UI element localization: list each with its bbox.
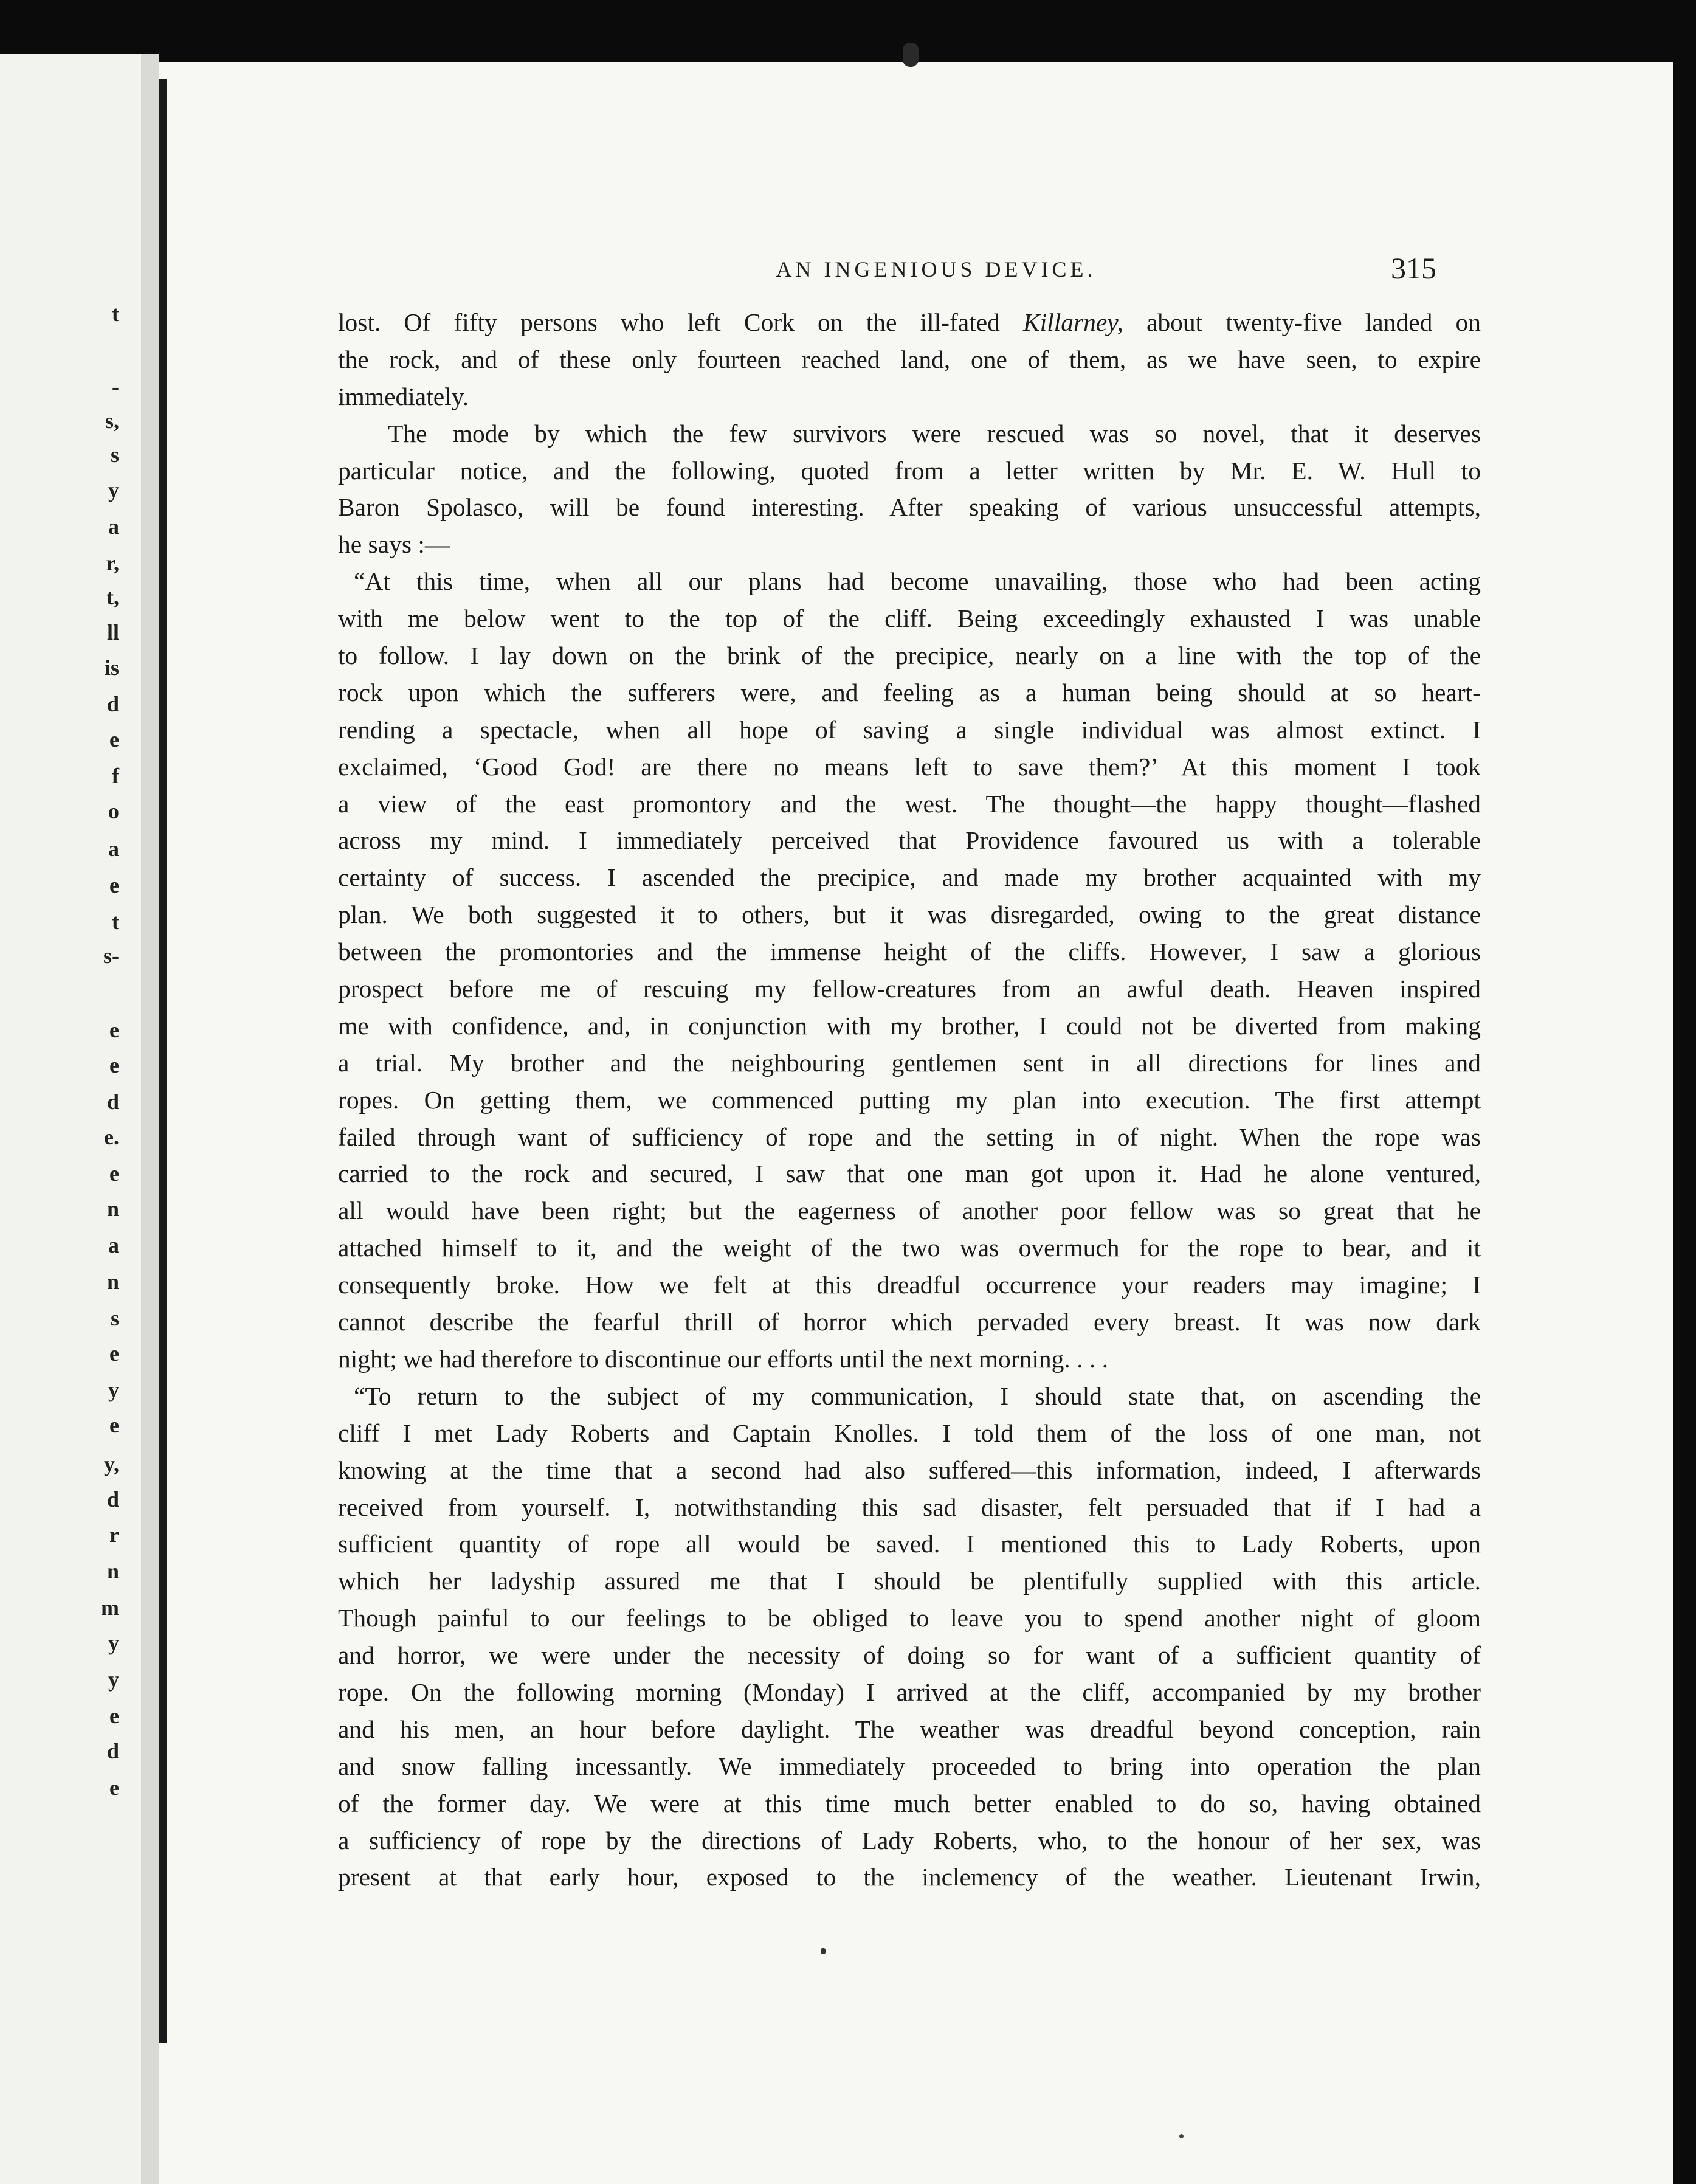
left-page-fragment: y <box>108 1667 119 1692</box>
text-line: of the former day. We were at this time much better enabled to do so, having obtained <box>338 1789 1481 1817</box>
text-line: Baron Spolasco, will be found interesting. After speaking of various unsuccessful attempts, <box>338 493 1481 522</box>
left-page-fragment: s- <box>103 944 119 968</box>
left-page-fragment: e <box>109 873 119 897</box>
binding-edge <box>159 79 167 2043</box>
text-line: The mode by which the few survivors were rescued was so novel, that it deserves <box>388 419 1481 448</box>
left-page-fragment: a <box>108 514 119 539</box>
left-page-fragment: y <box>108 1378 119 1402</box>
left-page-fragment: a <box>108 1233 119 1257</box>
left-page-fragment: n <box>106 1559 119 1583</box>
left-page-fragment: e <box>109 1413 119 1437</box>
text-line: sufficient quantity of rope all would be saved. I mentioned this to Lady Roberts, upon <box>338 1530 1481 1558</box>
left-page-fragment: s, <box>105 409 119 433</box>
left-page-fragment: a <box>108 837 119 861</box>
scan-speck <box>903 43 919 67</box>
left-page-fragment: e <box>109 1053 119 1077</box>
text-line: which her ladyship assured me that I should be plentifully supplied with this article. <box>338 1567 1481 1595</box>
text-line: cannot describe the fearful thrill of horror which pervaded every breast. It was now dark <box>338 1308 1481 1336</box>
text-line: a sufficiency of rope by the directions of Lady Roberts, who, to the honour of her sex, was <box>338 1826 1481 1854</box>
text-line: attached himself to it, and the weight of the two was overmuch for the rope to bear, and it <box>338 1234 1481 1262</box>
text-line: with me below went to the top of the cliff. Being exceedingly exhausted I was unable <box>338 604 1481 633</box>
text-line: consequently broke. How we felt at this dreadful occurrence your readers may imagine; I <box>338 1271 1481 1299</box>
text-line: present at that early hour, exposed to the inclemency of the weather. Lieutenant Irwin, <box>338 1863 1481 1892</box>
left-page-fragment: ll <box>106 620 119 644</box>
ship-name: Killarney, <box>1023 308 1123 336</box>
text-line: and horror, we were under the necessity of doing so for want of a sufficient quantity of <box>338 1641 1481 1670</box>
left-page-fragment: e <box>109 727 119 752</box>
left-page-fragment: e <box>109 1341 119 1366</box>
left-page-fragment: s <box>110 1306 119 1330</box>
left-page-fragment: s <box>110 443 119 467</box>
left-page-fragment: r, <box>106 551 119 575</box>
scan-speck <box>1179 2134 1184 2138</box>
running-head: AN INGENIOUS DEVICE. <box>776 257 1097 282</box>
text-line: prospect before me of rescuing my fellow-creatures from an awful death. Heaven inspired <box>338 975 1481 1003</box>
left-page-fragment: r <box>109 1522 119 1547</box>
text-line: between the promontories and the immense height of the cliffs. However, I saw a glorious <box>338 938 1481 966</box>
text-line: a trial. My brother and the neighbouring gentlemen sent in all directions for lines and <box>338 1048 1481 1077</box>
left-page-fragments <box>0 54 141 2184</box>
left-page-fragment: d <box>106 1739 119 1763</box>
left-page-fragment: - <box>112 375 119 399</box>
left-page-fragment: m <box>101 1595 119 1620</box>
text-line: night; we had therefore to discontinue our efforts until the next morning. . . . <box>338 1344 1109 1373</box>
body-text <box>338 304 1481 1896</box>
left-page-fragment: n <box>106 1197 119 1221</box>
text-line: certainty of success. I ascended the precipice, and made my brother acquainted with my <box>338 863 1481 892</box>
page-gutter <box>141 54 159 2184</box>
text-line: carried to the rock and secured, I saw that one man got upon it. Had he alone ventured, <box>338 1159 1481 1188</box>
text-line: rending a spectacle, when all hope of saving a single individual was almost extinct. I <box>338 715 1481 744</box>
text-line: to follow. I lay down on the brink of the precipice, nearly on a line with the top of the <box>338 641 1481 670</box>
left-page-fragment: e <box>109 1704 119 1728</box>
text-line: and his men, an hour before daylight. The weather was dreadful beyond conception, rain <box>338 1715 1481 1743</box>
left-page-fragment: e. <box>104 1125 119 1149</box>
left-page-fragment: e <box>109 1018 119 1042</box>
left-page-fragment: o <box>108 799 119 823</box>
left-page-fragment: is <box>104 655 119 680</box>
left-page-fragment: d <box>106 692 119 716</box>
page-number: 315 <box>1391 251 1436 285</box>
text-line: exclaimed, ‘Good God! are there no means left to save them?’ At this moment I took <box>338 752 1481 781</box>
text-line: received from yourself. I, notwithstanding this sad disaster, felt persuaded that if I had a <box>338 1493 1481 1521</box>
left-page-fragment: d <box>106 1487 119 1512</box>
left-page-fragment: y <box>108 1631 119 1655</box>
text-line: across my mind. I immediately perceived that Providence favoured us with a tolerable <box>338 826 1481 855</box>
text-line: me with confidence, and, in conjunction with my brother, I could not be diverted from making <box>338 1011 1481 1040</box>
text-line: immediately. <box>338 382 469 410</box>
text-line: failed through want of sufficiency of rope and the setting in of night. When the rope was <box>338 1122 1481 1151</box>
text-line: particular notice, and the following, quoted from a letter written by Mr. E. W. Hull to <box>338 456 1481 485</box>
left-page-fragment: d <box>106 1090 119 1114</box>
text-line: “At this time, when all our plans had become unavailing, those who had been acting <box>354 567 1481 596</box>
text-line: plan. We both suggested it to others, but it was disregarded, owing to the great distance <box>338 900 1481 929</box>
left-page-fragment: t <box>112 910 119 934</box>
left-page-fragment: t <box>112 302 119 326</box>
text-line: cliff I met Lady Roberts and Captain Knolles. I told them of the loss of one man, not <box>338 1419 1481 1447</box>
text-line: all would have been right; but the eagerness of another poor fellow was so great that he <box>338 1197 1481 1225</box>
text-line: rock upon which the sufferers were, and feeling as a human being should at so heart- <box>338 678 1481 707</box>
left-page-fragment: y, <box>103 1452 119 1476</box>
text-line: a view of the east promontory and the west. The thought—the happy thought—flashed <box>338 789 1481 818</box>
text-line: and snow falling incessantly. We immediately proceeded to bring into operation the plan <box>338 1752 1481 1780</box>
left-page-fragment: n <box>106 1270 119 1294</box>
text-line: ropes. On getting them, we commenced putting my plan into execution. The first attempt <box>338 1085 1481 1114</box>
text-line: he says :— <box>338 530 450 559</box>
left-page-fragment: y <box>108 478 119 502</box>
left-page-fragment: e <box>109 1775 119 1800</box>
scan-speck <box>821 1948 826 1954</box>
text-line: lost. Of fifty persons who left Cork on the ill-fated Killarney, about twenty-five landed on <box>338 308 1481 336</box>
text-line: the rock, and of these only fourteen reached land, one of them, as we have seen, to expire <box>338 345 1481 373</box>
text-line: rope. On the following morning (Monday) I arrived at the cliff, accompanied by my brother <box>338 1678 1481 1706</box>
left-page-fragment: f <box>112 764 119 788</box>
text-line: Though painful to our feelings to be obliged to leave you to spend another night of gloom <box>338 1604 1481 1633</box>
text-line: knowing at the time that a second had also suffered—this information, indeed, I afterwards <box>338 1456 1481 1484</box>
left-page-fragment: e <box>109 1161 119 1186</box>
left-page-edge <box>0 54 141 2184</box>
left-page-fragment: t, <box>106 585 119 609</box>
text-line: “To return to the subject of my communication, I should state that, on ascending the <box>354 1381 1481 1410</box>
